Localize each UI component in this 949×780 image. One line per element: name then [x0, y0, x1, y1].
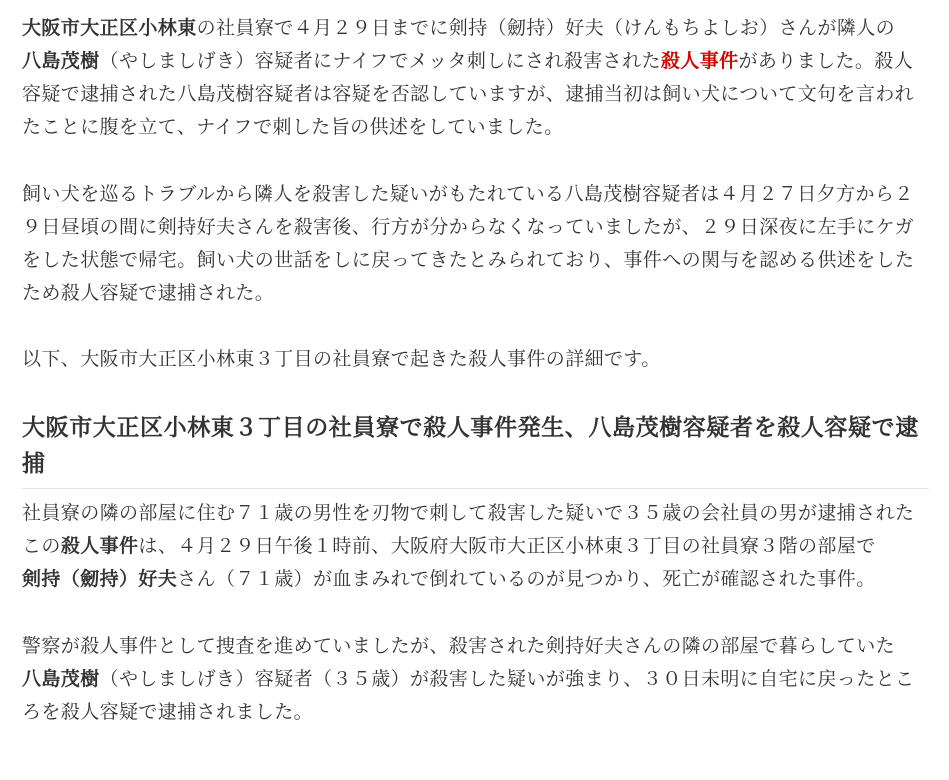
section-heading: 大阪市大正区小林東３丁目の社員寮で殺人事件発生、八島茂樹容疑者を殺人容疑で逮捕: [22, 410, 929, 489]
arrest-paragraph: [22, 630, 929, 729]
text-span: （やしましげき）容疑者にナイフでメッタ刺しにされ殺害された: [99, 50, 661, 72]
background-paragraph: 飼い犬を巡るトラブルから隣人を殺害した疑いがもたれている八島茂樹容疑者は４月２７日夕方から２９日昼頃の間に剣持好夫さんを殺害後、行方が分からなくなっていましたが、２９日深夜に左手にケガをした状態で帰宅。飼い犬の世話をしに戻ってきたとみられており、事件への関与を認める供述をしたため殺人容疑で逮捕された。: [22, 183, 915, 304]
text-span: がありました。殺人容疑で逮捕された八島茂樹容疑者は容疑を否認していますが、逮捕当初は飼い犬について文句を言われたことに腹を立て、ナイフで刺した旨の供述をしていました。: [22, 50, 915, 138]
text-span: 警察が殺人事件として捜査を進めていましたが、殺害された剣持好夫さんの隣の部屋で暮らしていた: [22, 635, 896, 657]
keyword-highlight: 殺人事件: [660, 50, 739, 72]
keyword-bold: 殺人事件: [60, 535, 139, 557]
text-span: は、４月２９日午後１時前、大阪府大阪市大正区小林東３丁目の社員寮３階の部屋で: [138, 535, 876, 557]
text-span: 社員寮の隣の部屋に住む７１歳の男性を刃物で刺して殺害した疑いで３５歳の会社員の男が逮捕されたこの: [22, 502, 915, 557]
suspect-name-bold: 八島茂樹: [22, 668, 100, 690]
details-paragraph: [22, 497, 929, 596]
suspect-name-bold: 八島茂樹: [22, 50, 100, 72]
lead-in-paragraph: 以下、大阪市大正区小林東３丁目の社員寮で起きた殺人事件の詳細です。: [22, 348, 661, 370]
text-span: （やしましげき）容疑者（３５歳）が殺害した疑いが強まり、３０日未明に自宅に戻ったところを殺人容疑で逮捕されました。: [22, 668, 915, 723]
victim-name-bold: 剣持（劒持）好夫: [22, 568, 178, 590]
intro-paragraph: [22, 12, 929, 144]
text-span: の社員寮で４月２９日までに剣持（劒持）好夫（けんもちよしお）さんが隣人の: [196, 17, 896, 39]
text-span: さん（７１歳）が血まみれで倒れているのが見つかり、死亡が確認された事件。: [177, 568, 876, 590]
location-bold: 大阪市大正区小林東: [22, 17, 197, 39]
